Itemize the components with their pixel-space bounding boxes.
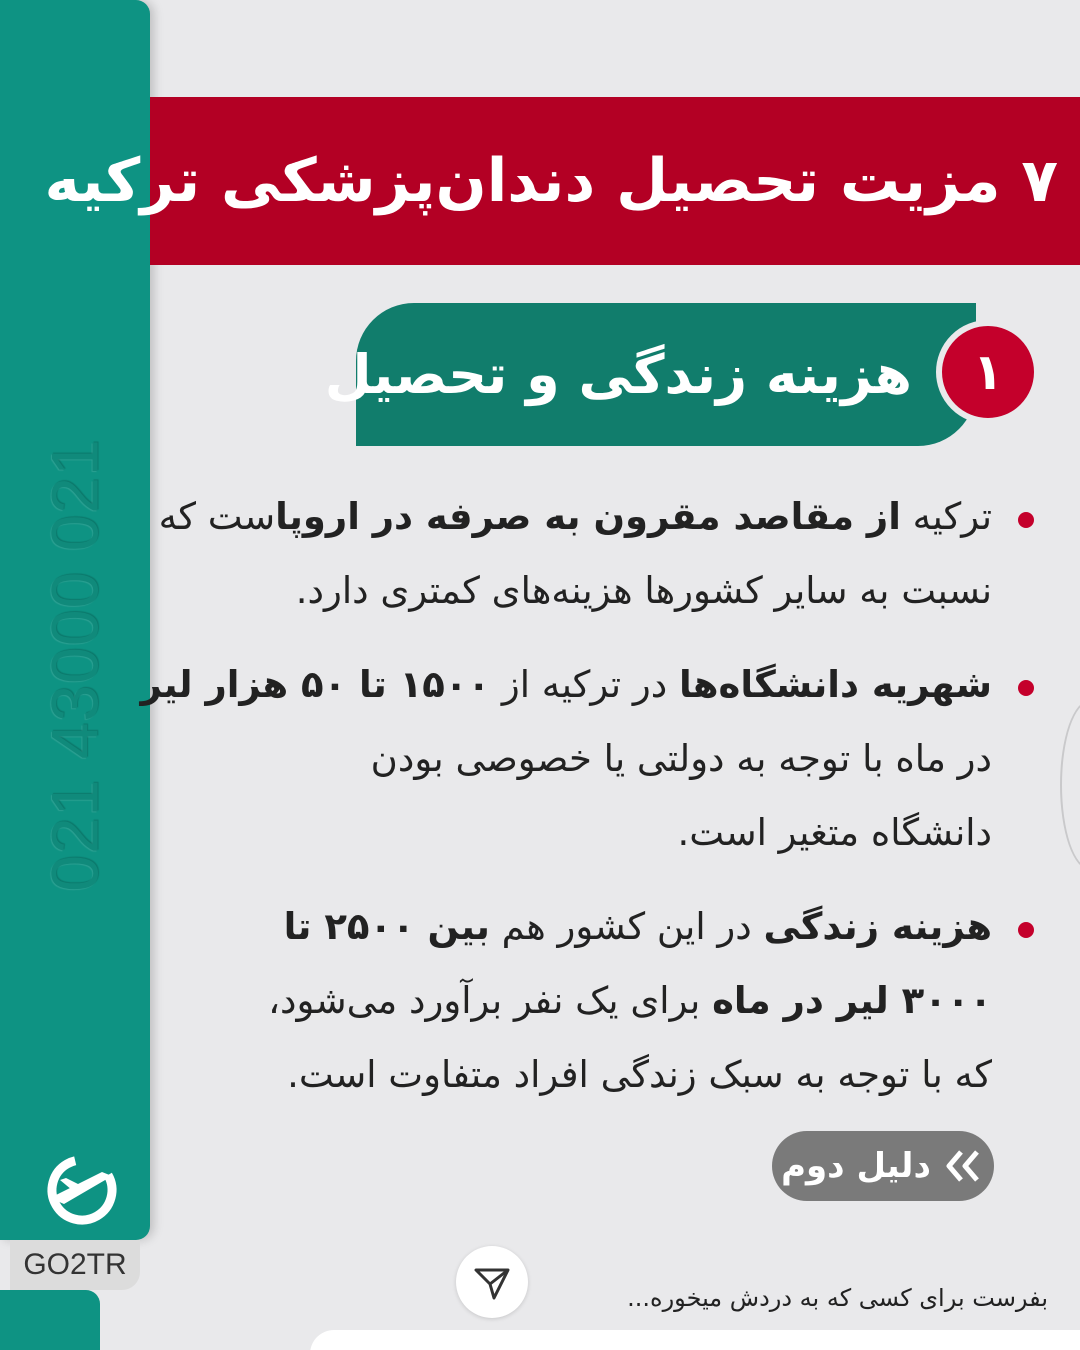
share-caption: بفرست برای کسی که به دردش میخوره...: [627, 1284, 1048, 1312]
bullet-dot-icon: [1018, 680, 1034, 696]
decorative-arc: [1060, 700, 1080, 870]
next-reason-label: دلیل دوم: [781, 1146, 931, 1186]
page-title: ۷ مزیت تحصیل دندان‌پزشکی ترکیه: [44, 146, 1058, 216]
section-title: هزینه زندگی و تحصیل: [324, 343, 912, 406]
bullet-3-line-1: هزینه زندگی در این کشور هم بین ۲۵۰۰ تا: [283, 905, 992, 948]
bullet-2-line-1: شهریه دانشگاه‌ها در ترکیه از ۱۵۰۰ تا ۵۰ هزار لیر: [140, 663, 992, 706]
section-number-badge: ۱: [936, 320, 1040, 424]
bullet-dot-icon: [1018, 512, 1034, 528]
brand-label: GO2TR: [10, 1240, 140, 1290]
section-header: [324, 303, 976, 446]
bullet-3-line-2: ۳۰۰۰ لیر در ماه برای یک نفر برآورد می‌شود،: [268, 979, 992, 1022]
title-band: [44, 97, 1080, 265]
phone-number-text: 021 43000 021: [38, 438, 113, 892]
bullet-1-line-2: نسبت به سایر کشورها هزینه‌های کمتری دارد.: [295, 569, 992, 612]
bullet-1-line-1: ترکیه از مقاصد مقرون به صرفه در اروپاست که: [158, 495, 992, 538]
bullet-2: [141, 648, 1040, 870]
bullet-1: [159, 480, 1040, 628]
bullet-dot-icon: [1018, 922, 1034, 938]
sidebar-bottom: [0, 1290, 100, 1350]
share-button[interactable]: [456, 1246, 528, 1318]
plane-logo-icon: [42, 1150, 122, 1230]
bullet-3-line-3: که با توجه به سبک زندگی افراد متفاوت است.: [287, 1053, 992, 1096]
bottom-bar: [310, 1330, 1080, 1350]
bullet-2-line-3: دانشگاه متغیر است.: [677, 811, 992, 854]
next-reason-button[interactable]: [772, 1131, 994, 1201]
bullet-2-line-2: در ماه با توجه به دولتی یا خصوصی بودن: [370, 737, 992, 780]
bullet-3: [268, 890, 1040, 1112]
double-chevron-icon: [941, 1148, 985, 1184]
send-icon: [472, 1262, 512, 1302]
phone-number: [38, 420, 113, 910]
